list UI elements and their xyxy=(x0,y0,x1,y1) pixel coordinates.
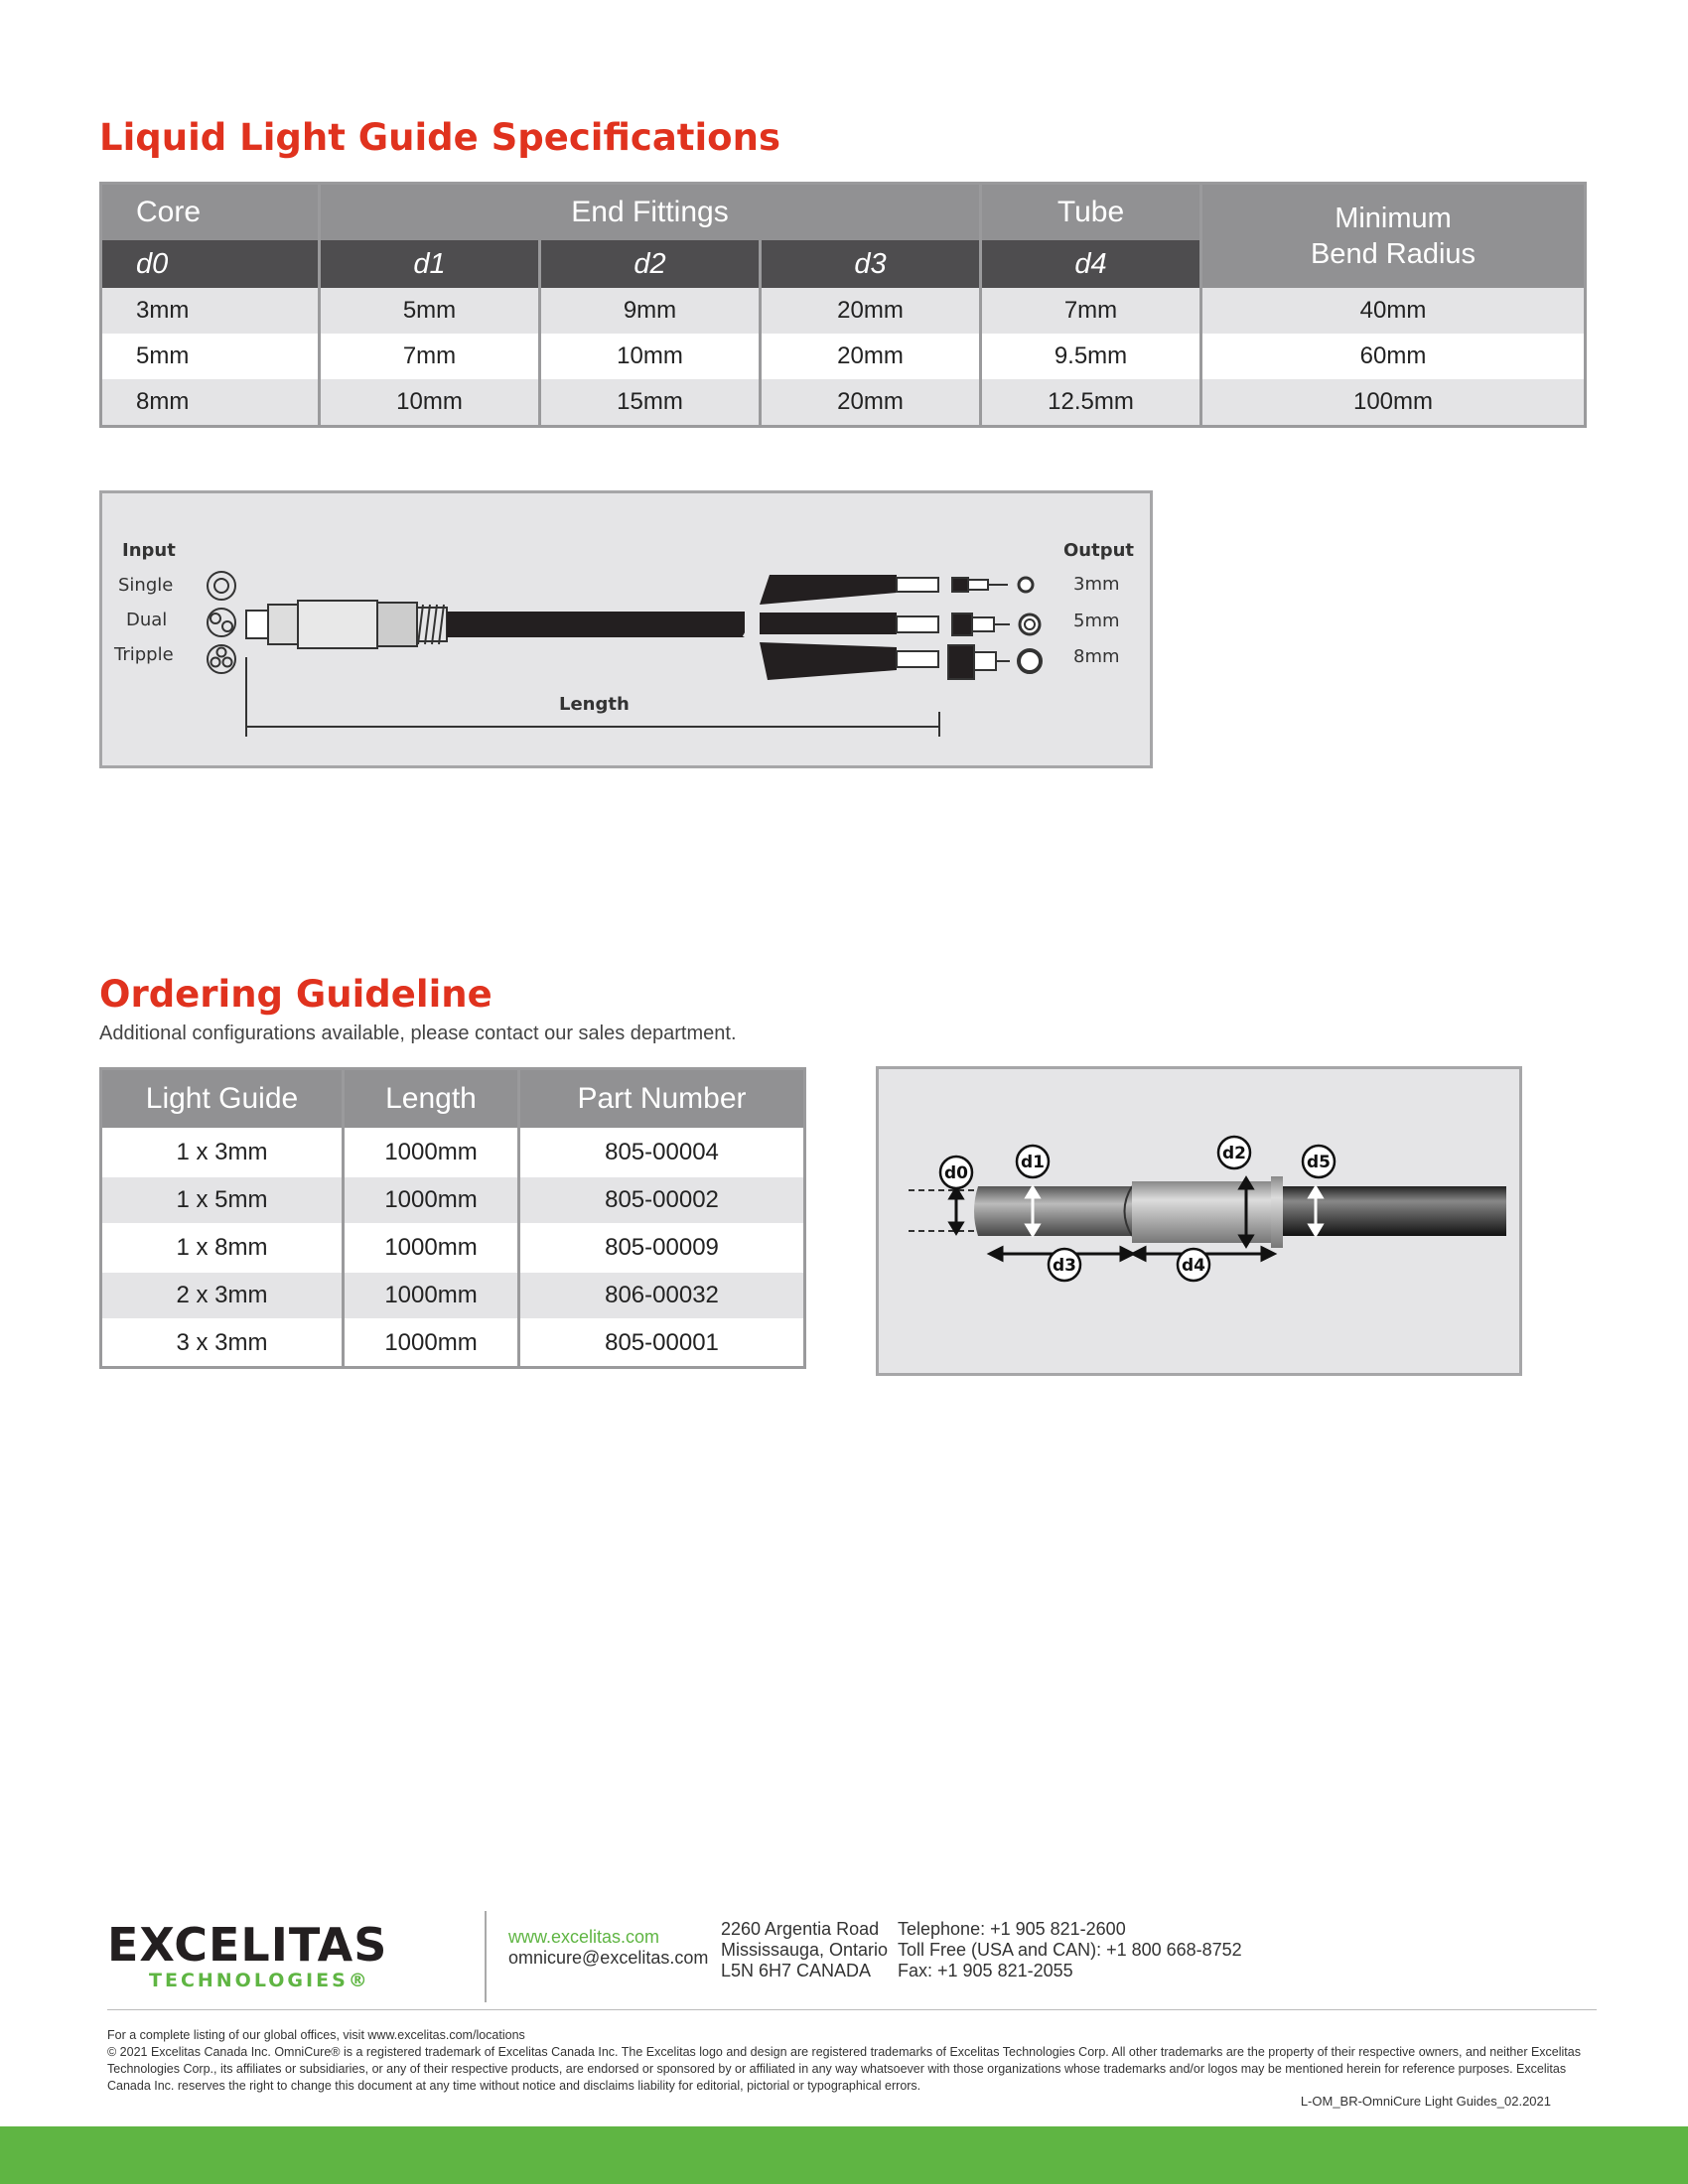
cell: 1000mm xyxy=(344,1272,519,1319)
table-row xyxy=(101,1129,805,1176)
spec-table xyxy=(99,182,1587,428)
sub-d1: d1 xyxy=(320,240,540,288)
brand-bar xyxy=(0,2126,1688,2184)
label-d5: d5 xyxy=(1307,1153,1331,1172)
cell: 1000mm xyxy=(344,1224,519,1272)
logo-sub: TECHNOLOGIES® xyxy=(149,1970,370,1991)
cell: 7mm xyxy=(320,334,540,379)
document-code: L-OM_BR-OmniCure Light Guides_02.2021 xyxy=(1300,2094,1551,2109)
excelitas-logo xyxy=(107,1918,388,1991)
header-light-guide: Light Guide xyxy=(101,1069,344,1130)
cell: 805-00009 xyxy=(519,1224,805,1272)
header-tube: Tube xyxy=(981,184,1201,241)
cell: 5mm xyxy=(101,334,320,379)
table-row xyxy=(101,1319,805,1368)
logo-main: EXCELITAS xyxy=(107,1918,388,1972)
header-part-number: Part Number xyxy=(519,1069,805,1130)
address-line: Mississauga, Ontario xyxy=(721,1940,889,1960)
cell: 100mm xyxy=(1201,379,1586,427)
phone-line: Telephone: +1 905 821-2600 xyxy=(898,1919,1126,1939)
label-d2: d2 xyxy=(1222,1144,1246,1163)
cell: 805-00002 xyxy=(519,1176,805,1224)
cell: 10mm xyxy=(540,334,761,379)
order-title: Ordering Guideline xyxy=(99,973,492,1016)
address-line: L5N 6H7 CANADA xyxy=(721,1961,872,1980)
cell: 60mm xyxy=(1201,334,1586,379)
label-d3: d3 xyxy=(1053,1256,1076,1276)
cell: 20mm xyxy=(761,334,981,379)
table-row xyxy=(101,1272,805,1319)
label-d1: d1 xyxy=(1021,1153,1045,1172)
cell: 12.5mm xyxy=(981,379,1201,427)
legal-text xyxy=(107,2027,1597,2095)
website-link[interactable]: www.excelitas.com xyxy=(508,1927,660,1947)
length-label: Length xyxy=(559,694,630,715)
input-tripple: Tripple xyxy=(114,644,174,665)
order-table xyxy=(99,1067,806,1369)
footer-address xyxy=(721,1919,888,1981)
header-length: Length xyxy=(344,1069,519,1130)
input-label: Input xyxy=(122,540,176,561)
cell: 20mm xyxy=(761,379,981,427)
cell: 20mm xyxy=(761,288,981,334)
footer-rule xyxy=(107,2009,1597,2010)
end-fitting-drawing xyxy=(879,1069,1519,1373)
table-row xyxy=(101,288,1586,334)
legal-line: For a complete listing of our global offices, visit www.excelitas.com/locations xyxy=(107,2028,525,2042)
cell: 40mm xyxy=(1201,288,1586,334)
table-row xyxy=(101,1176,805,1224)
header-bend-radius: Minimum Bend Radius xyxy=(1201,184,1586,289)
cell: 1 x 5mm xyxy=(101,1176,344,1224)
cell: 5mm xyxy=(320,288,540,334)
header-core: Core xyxy=(101,184,320,241)
address-line: 2260 Argentia Road xyxy=(721,1919,880,1939)
cell: 805-00001 xyxy=(519,1319,805,1368)
output-5mm: 5mm xyxy=(1073,611,1120,631)
light-guide-drawing xyxy=(102,493,1150,765)
cell: 1000mm xyxy=(344,1319,519,1368)
cell: 9.5mm xyxy=(981,334,1201,379)
end-fitting-diagram xyxy=(876,1066,1522,1376)
label-d0: d0 xyxy=(944,1163,968,1183)
footer-contact xyxy=(508,1927,708,1969)
footer-divider xyxy=(485,1911,487,2002)
sub-d3: d3 xyxy=(761,240,981,288)
sub-d2: d2 xyxy=(540,240,761,288)
cell: 1000mm xyxy=(344,1129,519,1176)
label-d4: d4 xyxy=(1182,1256,1205,1276)
cell: 8mm xyxy=(101,379,320,427)
phone-line: Fax: +1 905 821-2055 xyxy=(898,1961,1073,1980)
cell: 1 x 8mm xyxy=(101,1224,344,1272)
spec-title: Liquid Light Guide Specifications xyxy=(99,116,780,159)
header-end-fittings: End Fittings xyxy=(320,184,981,241)
output-label: Output xyxy=(1063,540,1135,561)
cell: 805-00004 xyxy=(519,1129,805,1176)
footer-phone xyxy=(898,1919,1242,1981)
cell: 9mm xyxy=(540,288,761,334)
cell: 10mm xyxy=(320,379,540,427)
cell: 3mm xyxy=(101,288,320,334)
table-row xyxy=(101,1224,805,1272)
email-link[interactable]: omnicure@excelitas.com xyxy=(508,1948,709,1968)
table-row xyxy=(101,334,1586,379)
cell: 1000mm xyxy=(344,1176,519,1224)
phone-line: Toll Free (USA and CAN): +1 800 668-8752 xyxy=(898,1940,1242,1960)
sub-d4: d4 xyxy=(981,240,1201,288)
cell: 3 x 3mm xyxy=(101,1319,344,1368)
cell: 15mm xyxy=(540,379,761,427)
cell: 806-00032 xyxy=(519,1272,805,1319)
order-subtitle: Additional configurations available, please contact our sales department. xyxy=(99,1023,737,1044)
output-8mm: 8mm xyxy=(1073,646,1120,667)
cell: 7mm xyxy=(981,288,1201,334)
legal-line: © 2021 Excelitas Canada Inc. OmniCure® is a registered trademark of Excelitas Canada Inc. The Excelitas logo and design are registered trademarks of Excelitas Technologies Corp. All other trademarks are the property of their respective owners, and neither Excelitas Technologies Corp., its affiliates or subsidiaries, or any of their respective products, are endorsed or sponsored by or affiliated in any way whatsoever with those organizations whose trademarks and/or logos may be mentioned herein for reference purposes. Excelitas Canada Inc. reserves the right to change this document at any time without notice and disclaims liability for editorial, pictorial or typographical errors. xyxy=(107,2045,1581,2093)
cell: 1 x 3mm xyxy=(101,1129,344,1176)
sub-d0: d0 xyxy=(101,240,320,288)
input-dual: Dual xyxy=(126,610,168,630)
light-guide-diagram xyxy=(99,490,1153,768)
output-3mm: 3mm xyxy=(1073,574,1120,595)
cell: 2 x 3mm xyxy=(101,1272,344,1319)
table-row xyxy=(101,379,1586,427)
input-single: Single xyxy=(118,575,174,596)
